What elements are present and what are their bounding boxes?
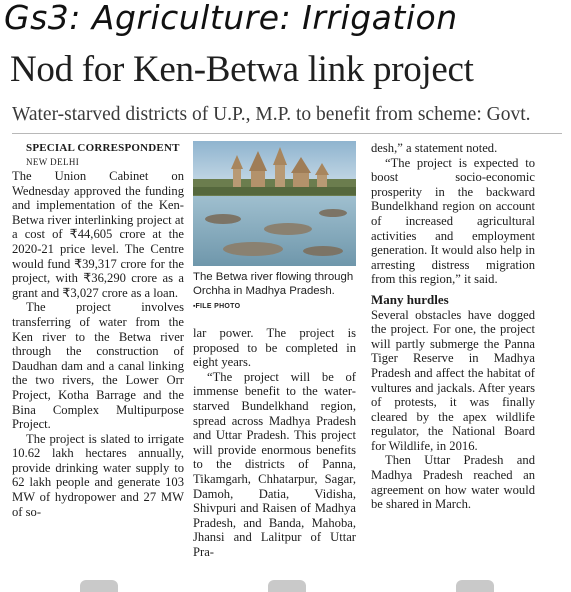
- paragraph: The project involves transferring of water from the Ken river to the Betwa river through the construction of Daudhan dam and a canal linking the two rivers, the Lower Orr Project, Kotha Barrage and the Bina Complex Multipurpose Project.: [12, 300, 184, 432]
- paragraph: The Union Cabinet on Wednesday approved the funding and implementation of the Ken-Betwa river interlinking project at a cost of ₹44,605 crore at the 2020-21 price level. The Centre would fund ₹39,317 crore for the project, with ₹36,290 crore as a grant and ₹3,027 crore as a loan.: [12, 169, 184, 300]
- orchha-river-image: [193, 141, 356, 266]
- dateline: NEW DELHI: [26, 157, 80, 167]
- paragraph: “The project is expected to boost socio-economic prosperity in the backward Bundelkhand region on account of increased agricultural activities and employment generation. It would also help in arresting distress migration from this region,” it said.: [371, 155, 535, 287]
- paragraph: The project is slated to irrigate 10.62 lakh hectares annually, provide drinking water supply to 62 lakh people and generate 103 MW of hydropower and 27 MW of so-: [12, 431, 184, 519]
- page-nav-tab-center[interactable]: [268, 580, 306, 592]
- caption-text: The Betwa river flowing through Orchha in Madhya Pradesh.: [193, 271, 354, 297]
- article-column-2: [193, 326, 356, 560]
- paragraph: Several obstacles have dogged the project. For one, the project will partly submerge the Panna Tiger Reserve in Madhya Pradesh and affect the habitat of vultures and jackals. After years of protests, it was finally cleared by the apex wildlife regulator, the National Board for Wildlife, in 2016.: [371, 307, 535, 453]
- photo-credit-marker: ▪: [193, 303, 196, 310]
- article-deck: Water-starved districts of U.P., M.P. to benefit from scheme: Govt.: [12, 104, 531, 125]
- handwritten-note: Gs3: Agriculture: Irrigation: [4, 0, 458, 37]
- subheading: Many hurdles: [371, 291, 449, 307]
- paragraph: “The project will be of immense benefit to the water-starved Bundelkhand region, spread across Madhya Pradesh and Uttar Pradesh. This project will provide enormous benefits to the districts of Panna, Tikamgarh, Chhatarpur, Sagar, Damoh, Datia, Vidisha, Shivpuri and Raisen of Madhya Pradesh, and Banda, Mahoba, Jhansi and Lalitpur of Uttar Pra-: [193, 369, 356, 559]
- page-nav-tab-left[interactable]: [80, 580, 118, 592]
- article-headline: Nod for Ken-Betwa link project: [10, 49, 474, 90]
- paragraph: Then Uttar Pradesh and Madhya Pradesh reached an agreement on how water would be shared in March.: [371, 453, 535, 512]
- article-column-3: [371, 141, 535, 512]
- paragraph: lar power. The project is proposed to be completed in eight years.: [193, 326, 356, 370]
- headline-divider: [12, 133, 562, 134]
- article-photo: [193, 141, 356, 266]
- article-column-1: [12, 141, 184, 519]
- page-nav-tab-right[interactable]: [456, 580, 494, 592]
- byline: SPECIAL CORRESPONDENT: [26, 142, 180, 154]
- photo-credit: FILE PHOTO: [195, 303, 241, 310]
- photo-caption: [193, 270, 356, 314]
- paragraph: desh,” a statement noted.: [371, 141, 498, 155]
